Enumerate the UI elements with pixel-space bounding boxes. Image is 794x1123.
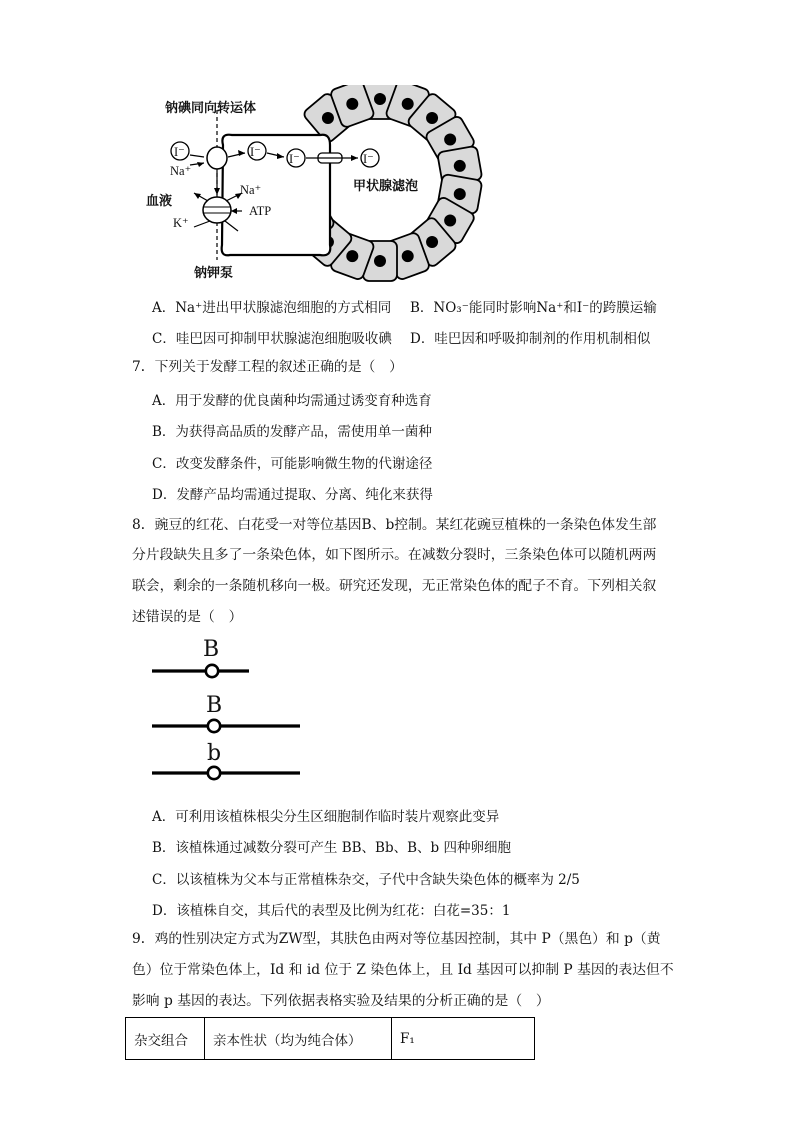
pump-label: 钠钾泵 xyxy=(194,266,234,281)
cell-nucleus xyxy=(346,250,358,262)
q7-option-b[interactable]: B．为获得高品质的发酵产品，需使用单一菌种 xyxy=(152,424,432,440)
gene-label-3: b xyxy=(207,741,222,766)
q8-option-a[interactable]: A．可利用该植株根尖分生区细胞制作临时装片观察此变异 xyxy=(152,809,500,825)
iodide-label-in-2: I⁻ xyxy=(289,152,300,166)
q6-option-b[interactable]: B．NO₃⁻能同时影响Na⁺和I⁻的跨膜运输 xyxy=(410,300,657,316)
cell-nucleus xyxy=(346,98,358,110)
cotransporter-shape xyxy=(207,147,227,169)
cell-nucleus xyxy=(426,236,438,248)
q9-stem-line3: 影响 p 基因的表达。下列依据表格实验及结果的分析正确的是（ ） xyxy=(132,993,550,1009)
blood-label: 血液 xyxy=(146,194,173,209)
k-label: K⁺ xyxy=(173,216,189,230)
centromere-1 xyxy=(206,665,218,677)
cell-nucleus xyxy=(374,255,386,267)
q6-option-c[interactable]: C．哇巴因可抑制甲状腺滤泡细胞吸收碘 xyxy=(152,331,392,347)
table-header-cell: 亲本性状（均为纯合体） xyxy=(205,1018,392,1060)
iodide-label-in-1: I⁻ xyxy=(250,145,261,159)
na-label-2: Na⁺ xyxy=(240,183,262,197)
q8-option-d[interactable]: D．该植株自交，其后代的表型及比例为红花：白花=35：1 xyxy=(152,903,511,919)
q8-stem-line2: 分片段缺失且多了一条染色体，如下图所示。在减数分裂时，三条染色体可以随机两两 xyxy=(132,547,657,563)
q7-option-c[interactable]: C．改变发酵条件，可能影响微生物的代谢途径 xyxy=(152,456,433,472)
q8-stem-line1: 8．豌豆的红花、白花受一对等位基因B、b控制。某红花豌豆植株的一条染色体发生部 xyxy=(132,517,657,533)
table-header-row xyxy=(126,1018,535,1060)
cell-nucleus xyxy=(402,250,414,262)
table-header-cell: 杂交组合 xyxy=(126,1018,205,1060)
q7-option-d[interactable]: D．发酵产品均需通过提取、分离、纯化来获得 xyxy=(152,487,433,503)
cell-nucleus xyxy=(322,112,334,124)
q8-option-c[interactable]: C．以该植株为父本与正常植株杂交，子代中含缺失染色体的概率为 2/5 xyxy=(152,872,580,888)
cotransporter-label: 钠碘同向转运体 xyxy=(165,101,257,116)
cell-nucleus xyxy=(426,112,438,124)
iodide-label-outside: I⁻ xyxy=(174,145,185,159)
q6-option-a[interactable]: A．Na⁺进出甲状腺滤泡细胞的方式相同 xyxy=(152,300,392,316)
q6-option-d[interactable]: D．哇巴因和呼吸抑制剂的作用机制相似 xyxy=(410,331,651,347)
q8-stem-line4: 述错误的是（ ） xyxy=(132,609,243,625)
cell-nucleus xyxy=(444,215,456,227)
cell-nucleus xyxy=(374,93,386,105)
q8-stem-line3: 联会，剩余的一条随机移向一极。研究还发现，无正常染色体的配子不育。下列相关叙 xyxy=(132,578,657,594)
cross-table xyxy=(125,1017,535,1060)
na-label: Na⁺ xyxy=(170,164,192,178)
q9-stem-line1: 9．鸡的性别决定方式为ZW型，其肤色由两对等位基因控制，其中 P（黑色）和 p（黄 xyxy=(132,931,661,947)
follicle-label: 甲状腺滤泡 xyxy=(353,179,419,194)
cell-nucleus xyxy=(444,134,456,146)
cell-nucleus xyxy=(402,98,414,110)
chromosome-figure xyxy=(148,638,308,788)
gene-label-2: B xyxy=(206,693,223,718)
gene-label-1: B xyxy=(203,637,220,662)
cell-nucleus xyxy=(454,160,466,172)
centromere-3 xyxy=(208,767,220,779)
table-header-cell: F₁ xyxy=(392,1018,535,1060)
iodide-label-lumen: I⁻ xyxy=(363,152,374,166)
cell-nucleus xyxy=(454,188,466,200)
q9-stem-line2: 色）位于常染色体上，Id 和 id 位于 Z 染色体上，且 Id 基因可以抑制 P 基因的表达但不 xyxy=(132,962,674,978)
q7-option-a[interactable]: A．用于发酵的优良菌种均需通过诱变育种选育 xyxy=(152,393,432,409)
q7-stem: 7．下列关于发酵工程的叙述正确的是（ ） xyxy=(132,359,403,375)
q8-option-b[interactable]: B．该植株通过减数分裂可产生 BB、Bb、B、b 四种卵细胞 xyxy=(152,840,511,856)
atp-label: ATP xyxy=(249,204,272,218)
centromere-2 xyxy=(208,720,220,732)
